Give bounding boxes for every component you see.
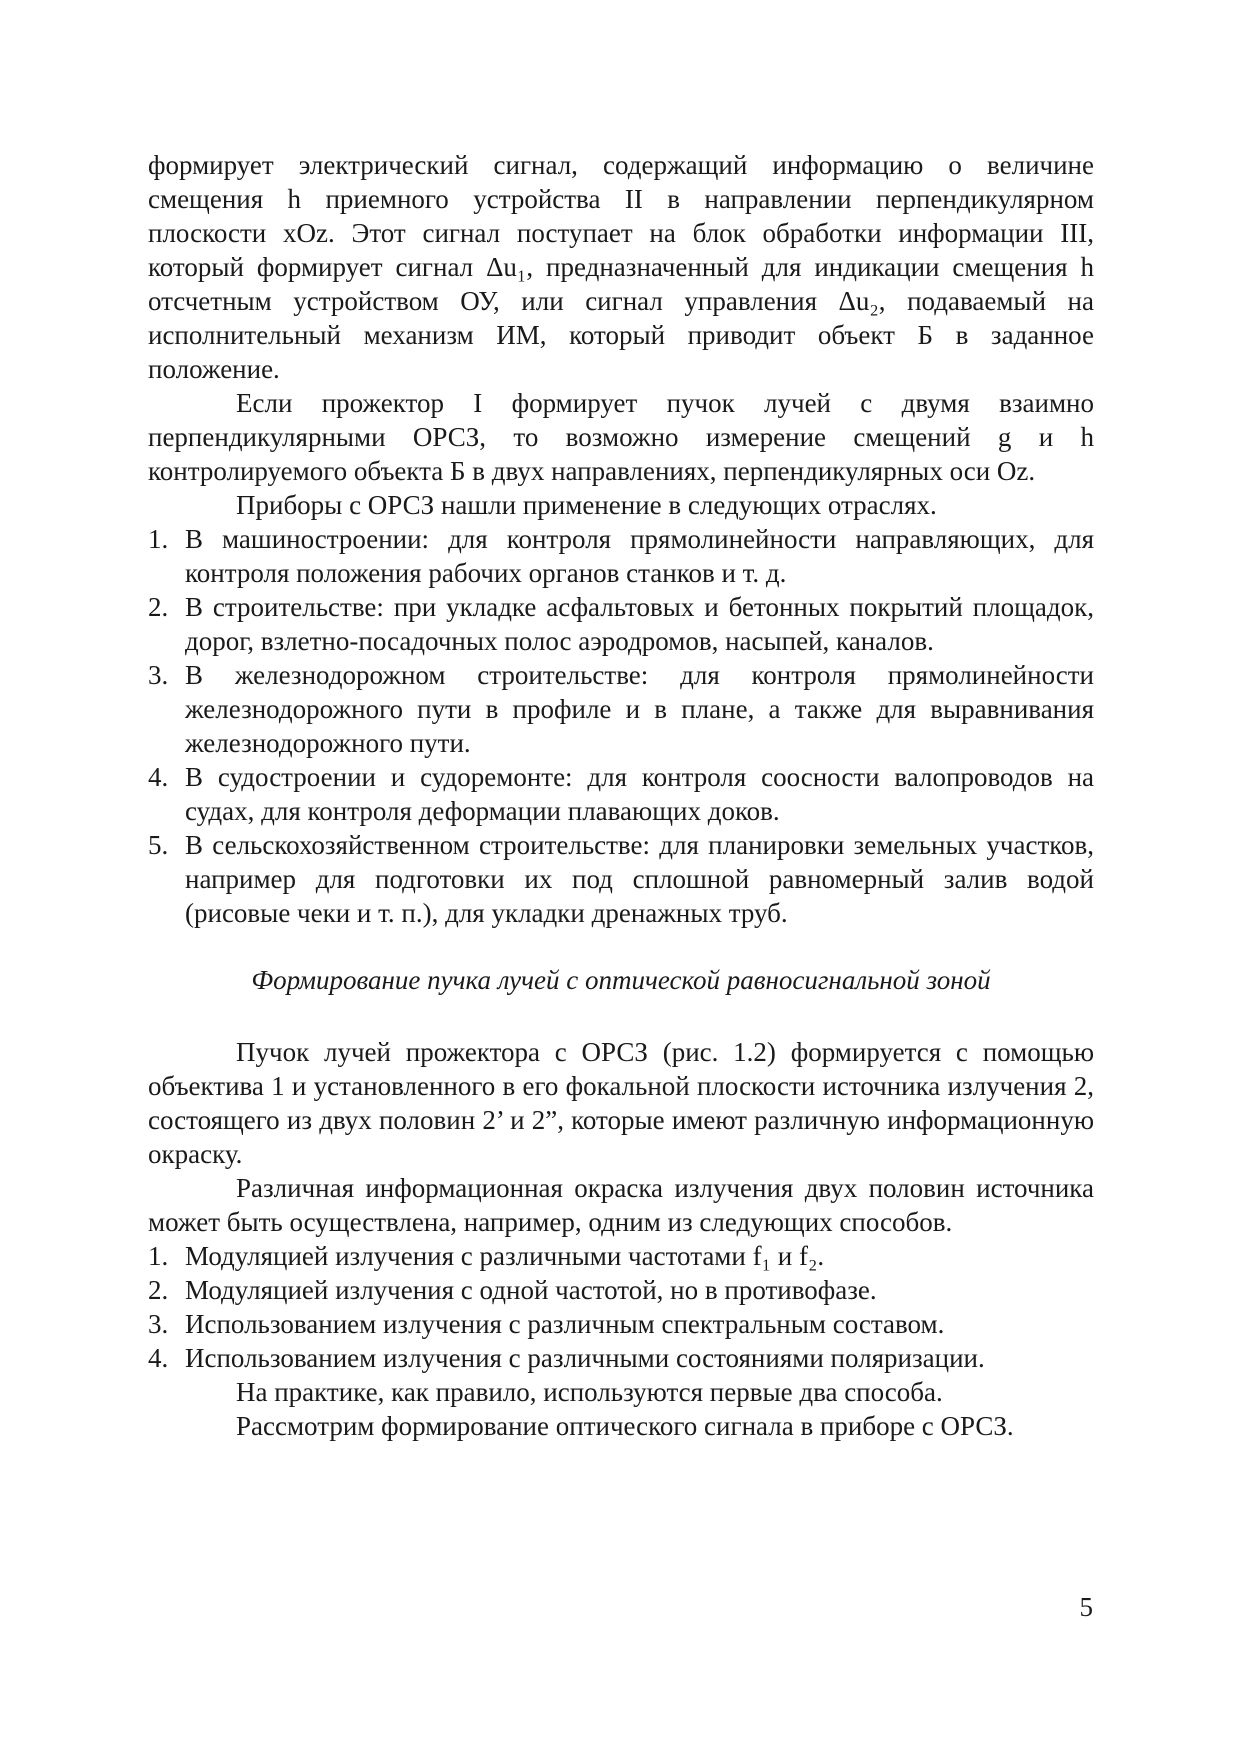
paragraph-5: Различная информационная окраска излучения двух половин источника может быть осуществлена, например, одним из следующих способов. [148, 1173, 1094, 1237]
list-number: 1. [148, 1241, 169, 1271]
list-text: В судостроении и судоремонте: для контроля соосности валопроводов на судах, для контроля деформации плавающих доков. [185, 762, 1094, 826]
list-text: В строительстве: при укладке асфальтовых и бетонных покрытий площадок, дорог, взлетно-посадочных полос аэродромов, насыпей, каналов. [185, 592, 1094, 656]
paragraph-7: Рассмотрим формирование оптического сигнала в приборе с ОРСЗ. [236, 1411, 1014, 1441]
list-item [148, 658, 1094, 760]
list-item [148, 1273, 1094, 1307]
list-text: Использованием излучения с различным спектральным составом. [185, 1309, 945, 1339]
list-text: В железнодорожном строительстве: для контроля прямолинейности железнодорожного пути в профиле и в плане, а также для выравнивания железнодорожного пути. [185, 660, 1094, 758]
list-number: 4. [148, 762, 169, 792]
list-number: 1. [148, 524, 169, 554]
paragraph-2: Если прожектор I формирует пучок лучей с двумя взаимно перпендикулярными ОРСЗ, то возможно измерение смещений g и h контролируемого объекта Б в двух направлениях, перпендикулярных оси Oz. [148, 388, 1094, 486]
list-item [148, 1239, 1094, 1273]
list-text: В машиностроении: для контроля прямолинейности направляющих, для контроля положения рабочих органов станков и т. д. [185, 524, 1094, 588]
list-text: Модуляцией излучения с различными частотами f₁ и f₂. [185, 1241, 825, 1271]
paragraph-1: формирует электрический сигнал, содержащий информацию о величине смещения h приемного устройства II в направлении перпендикулярном плоскости xOz. Этот сигнал поступает на блок обработки информации III, который формирует сигнал Δu₁, предназначенный для индикации смещения h отсчетным устройством ОУ, или сигнал управления Δu₂, подаваемый на исполнительный механизм ИМ, который приводит объект Б в заданное положение. [148, 150, 1094, 384]
list-item [148, 1307, 1094, 1341]
list-number: 3. [148, 660, 169, 690]
list-item [148, 1341, 1094, 1375]
list-item [148, 590, 1094, 658]
list-text: Модуляцией излучения с одной частотой, но в противофазе. [185, 1275, 877, 1305]
methods-list [148, 1239, 1094, 1375]
list-number: 5. [148, 830, 169, 860]
list-item [148, 828, 1094, 930]
list-number: 2. [148, 1275, 169, 1305]
list-item [148, 522, 1094, 590]
list-number: 4. [148, 1343, 169, 1373]
list-text: В сельскохозяйственном строительстве: для планировки земельных участков, например для подготовки их под сплошной равномерный залив водой (рисовые чеки и т. п.), для укладки дренажных труб. [185, 830, 1094, 928]
paragraph-4: Пучок лучей прожектора с ОРСЗ (рис. 1.2) формируется с помощью объектива 1 и установленного в его фокальной плоскости источника излучения 2, состоящего из двух половин 2’ и 2”, которые имеют различную информационную окраску. [148, 1037, 1094, 1169]
page-number: 5 [1079, 1592, 1093, 1622]
list-text: Использованием излучения с различными состояниями поляризации. [185, 1343, 985, 1373]
paragraph-3: Приборы с ОРСЗ нашли применение в следующих отраслях. [236, 490, 937, 520]
section-heading: Формирование пучка лучей с оптической равносигнальной зоной [251, 965, 991, 995]
page-body [148, 148, 1094, 1443]
paragraph-6: На практике, как правило, используются первые два способа. [236, 1377, 943, 1407]
list-number: 3. [148, 1309, 169, 1339]
applications-list [148, 522, 1094, 930]
list-item [148, 760, 1094, 828]
list-number: 2. [148, 592, 169, 622]
